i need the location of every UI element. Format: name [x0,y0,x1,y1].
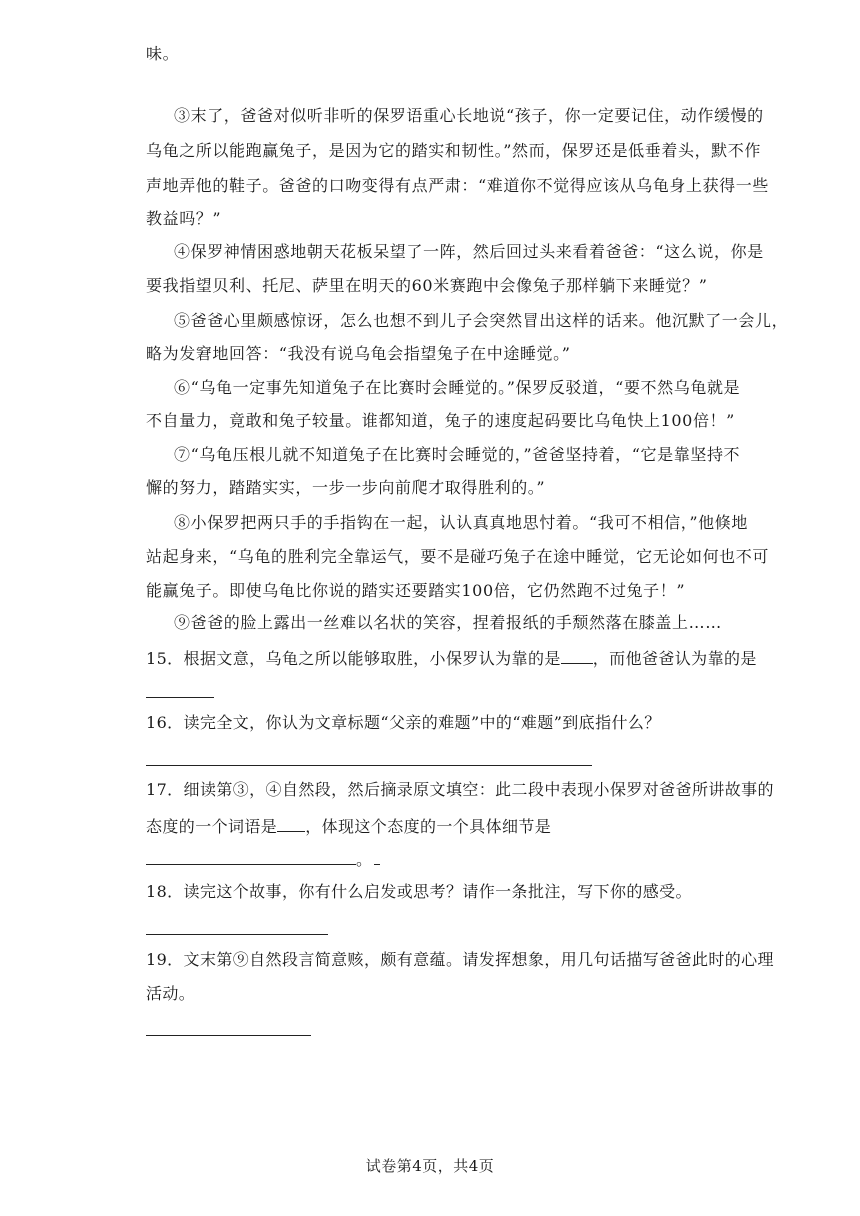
passage-line: ⑧小保罗把两只手的手指钩在一起，认认真真地思忖着。“我可不相信，”他倏地 [174,513,748,532]
passage-line: 略为发窘地回答：“我没有说乌龟会指望兔子在中途睡觉。” [146,344,571,363]
passage-line: ⑥“乌龟一定事先知道兔子在比赛时会睡觉的。”保罗反驳道，“要不然乌龟就是 [174,378,741,397]
passage-line: ⑤爸爸心里颇感惊讶，怎么也想不到儿子会突然冒出这样的话来。他沉默了一会儿， [174,311,789,330]
passage-line: 不自量力，竟敢和兔子较量。谁都知道，兔子的速度起码要比乌龟快上100倍！” [146,411,735,430]
question-16: 16．读完全文，你认为文章标题“父亲的难题”中的“难题”到底指什么？ [146,713,661,732]
passage-line: 懈的努力，踏踏实实，一步一步向前爬才取得胜利的。” [146,478,546,497]
answer-blank[interactable] [146,850,356,865]
passage-line: ⑨爸爸的脸上露出一丝难以名状的笑容，捏着报纸的手颓然落在膝盖上…… [174,613,722,632]
question-17-part-3: ，体现这个态度的一个具体细节是 [305,817,552,836]
question-15 [146,649,757,667]
passage-line: 声地弄他的鞋子。爸爸的口吻变得有点严肃：“难道你不觉得应该从乌龟身上获得一些 [146,176,769,195]
answer-blank[interactable] [374,850,380,865]
passage-line: 要我指望贝利、托尼、萨里在明天的60米赛跑中会像兔子那样躺下来睡觉？” [146,276,708,295]
question-19-line-2: 活动。 [146,984,196,1003]
answer-line[interactable] [146,765,592,766]
passage-line: ④保罗神情困惑地朝天花板呆望了一阵，然后回过头来看着爸爸：“这么说，你是 [174,242,764,261]
question-17-line-3 [146,850,380,868]
question-17-line-2 [146,817,551,835]
passage-line: 教益吗？” [146,209,222,228]
passage-line: 能赢兔子。即使乌龟比你说的踏实还要踏实100倍，它仍然跑不过兔子！” [146,581,686,600]
page-footer: 试卷第4页，共4页 [365,1157,495,1175]
question-15-part-1: 15．根据文意，乌龟之所以能够取胜，小保罗认为靠的是 [146,649,561,668]
answer-line[interactable] [146,1035,311,1036]
passage-line: ⑦“乌龟压根儿就不知道兔子在比赛时会睡觉的，”爸爸坚持着，“它是靠坚持不 [174,445,741,464]
passage-line: 味。 [146,44,180,63]
answer-blank[interactable] [277,817,305,832]
question-18: 18．读完这个故事，你有什么启发或思考？请作一条批注，写下你的感受。 [146,882,692,901]
answer-line[interactable] [146,697,214,698]
answer-line[interactable] [146,934,328,935]
answer-blank[interactable] [561,649,593,664]
question-17-line-1: 17．细读第③，④自然段，然后摘录原文填空：此二段中表现小保罗对爸爸所讲故事的 [146,780,774,799]
question-15-part-2: ，而他爸爸认为靠的是 [592,649,757,668]
question-19-line-1: 19．文末第⑨自然段言简意赅，颇有意蕴。请发挥想象，用几句话描写爸爸此时的心理 [146,950,774,969]
question-17-part-2: 态度的一个词语是 [146,817,278,836]
passage-line: ③末了，爸爸对似听非听的保罗语重心长地说“孩子，你一定要记住，动作缓慢的 [174,106,764,125]
question-17-end: 。 [356,850,373,869]
passage-line: 站起身来，“乌龟的胜利完全靠运气，要不是碰巧兔子在途中睡觉，它无论如何也不可 [146,547,769,566]
passage-line: 乌龟之所以能跑赢兔子，是因为它的踏实和韧性。”然而，保罗还是低垂着头，默不作 [146,141,761,160]
